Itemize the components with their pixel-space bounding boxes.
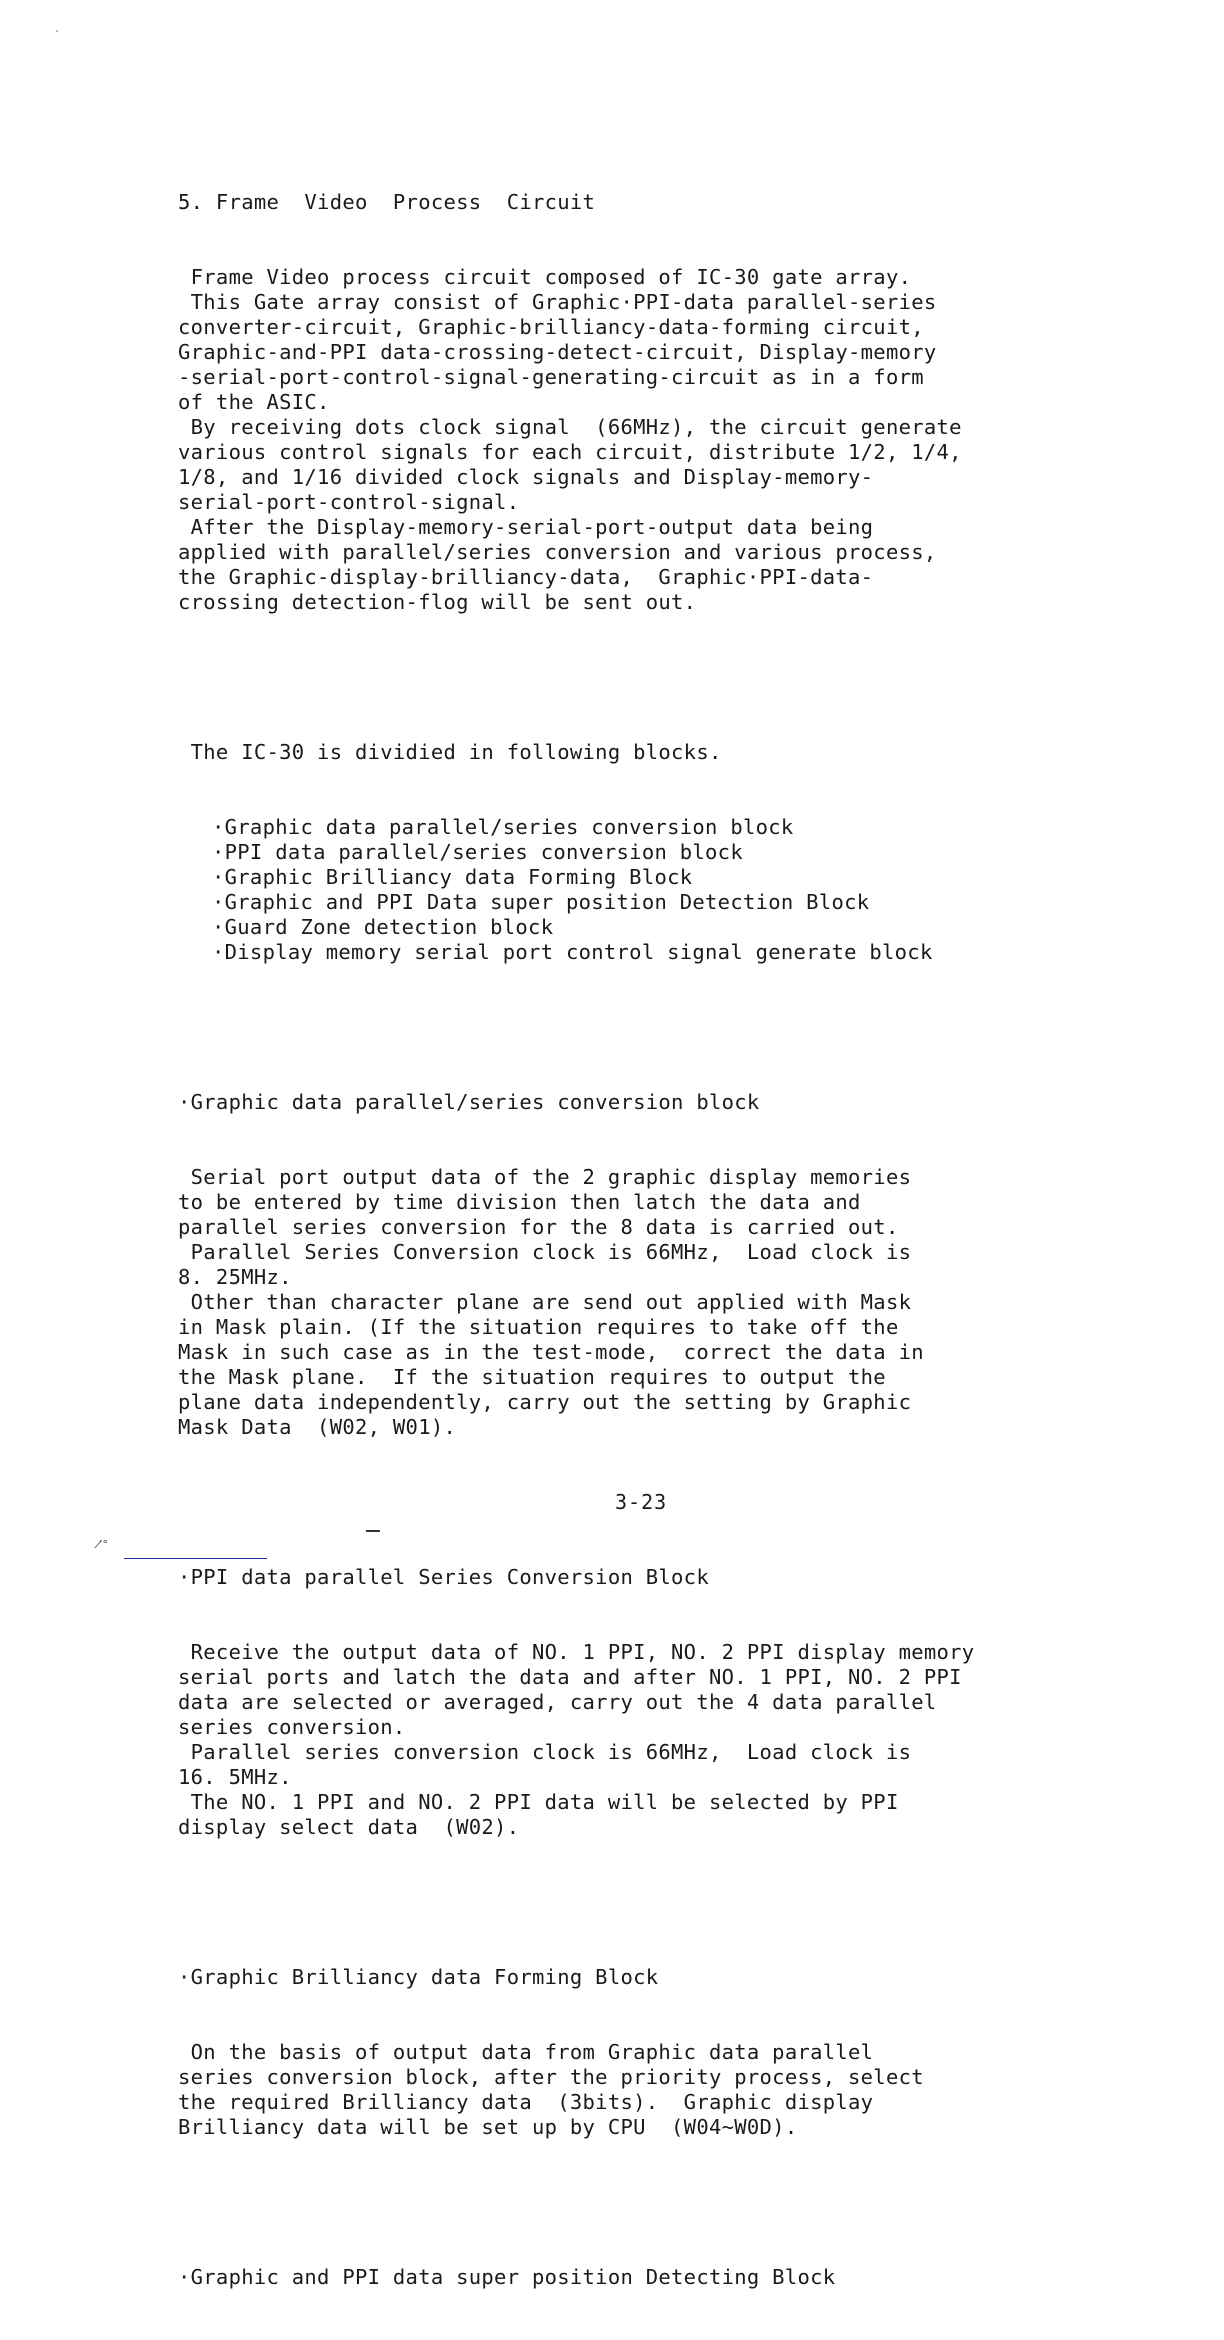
- text-line: 8. 25MHz.: [178, 1265, 292, 1289]
- text-line: in Mask plain. (If the situation requires to take off the: [178, 1315, 899, 1339]
- footer-rule: [124, 1558, 267, 1559]
- text-line: display select data (W02).: [178, 1815, 520, 1839]
- text-line: applied with parallel/series conversion and various process,: [178, 540, 937, 564]
- text-line: crossing detection-flog will be sent out.: [178, 590, 697, 614]
- text-line: This Gate array consist of Graphic·PPI-data parallel-series: [178, 290, 937, 314]
- text-line: serial-port-control-signal.: [178, 490, 520, 514]
- scan-speck: [56, 30, 58, 32]
- text-line: After the Display-memory-serial-port-output data being: [178, 515, 874, 539]
- block-list-item: ·Graphic and PPI Data super position Detection Block: [212, 890, 870, 914]
- text-line: Mask Data (W02, W01).: [178, 1415, 457, 1439]
- text-line: The NO. 1 PPI and NO. 2 PPI data will be selected by PPI: [178, 1790, 899, 1814]
- block-list-item: ·Guard Zone detection block: [212, 915, 554, 939]
- text-line: data are selected or averaged, carry out the 4 data parallel: [178, 1690, 937, 1714]
- text-line: Mask in such case as in the test-mode, correct the data in: [178, 1340, 924, 1364]
- text-line: -serial-port-control-signal-generating-circuit as in a form: [178, 365, 924, 389]
- text-line: of the ASIC.: [178, 390, 330, 414]
- text-line: the Mask plane. If the situation requires to output the: [178, 1365, 886, 1389]
- corner-mark: ’̸°: [99, 1538, 108, 1551]
- graphic-ps-title: ·Graphic data parallel/series conversion block: [178, 1090, 760, 1114]
- dash-mark: [366, 1530, 380, 1532]
- text-line: series conversion block, after the priority process, select: [178, 2065, 924, 2089]
- brilliancy-title: ·Graphic Brilliancy data Forming Block: [178, 1965, 659, 1989]
- block-list-item: ·Graphic Brilliancy data Forming Block: [212, 865, 693, 889]
- text-line: Parallel series conversion clock is 66MHz, Load clock is: [178, 1740, 912, 1764]
- block-list-item: ·Display memory serial port control signal generate block: [212, 940, 933, 964]
- block-list: [178, 815, 1078, 965]
- intro-paragraph: [178, 265, 1078, 615]
- text-line: 16. 5MHz.: [178, 1765, 292, 1789]
- text-line: Receive the output data of NO. 1 PPI, NO. 2 PPI display memory: [178, 1640, 975, 1664]
- blocks-intro: The IC-30 is dividied in following blocks.: [178, 740, 722, 764]
- text-line: various control signals for each circuit, distribute 1/2, 1/4,: [178, 440, 962, 464]
- graphic-ps-paragraph: [178, 1165, 1078, 1440]
- text-line: By receiving dots clock signal (66MHz), the circuit generate: [178, 415, 962, 439]
- ppi-ps-title: ·PPI data parallel Series Conversion Block: [178, 1565, 709, 1589]
- text-line: On the basis of output data from Graphic data parallel: [178, 2040, 874, 2064]
- document-body: [178, 140, 1078, 2340]
- text-line: 1/8, and 1/16 divided clock signals and Display-memory-: [178, 465, 874, 489]
- text-line: the required Brilliancy data (3bits). Graphic display: [178, 2090, 874, 2114]
- superposition-title: ·Graphic and PPI data super position Detecting Block: [178, 2265, 836, 2289]
- text-line: Other than character plane are send out applied with Mask: [178, 1290, 912, 1314]
- section-heading: 5. Frame Video Process Circuit: [178, 190, 596, 214]
- text-line: to be entered by time division then latch the data and: [178, 1190, 861, 1214]
- text-line: converter-circuit, Graphic-brilliancy-data-forming circuit,: [178, 315, 924, 339]
- text-line: the Graphic-display-brilliancy-data, Graphic·PPI-data-: [178, 565, 874, 589]
- text-line: serial ports and latch the data and after NO. 1 PPI, NO. 2 PPI: [178, 1665, 962, 1689]
- text-line: Graphic-and-PPI data-crossing-detect-circuit, Display-memory: [178, 340, 937, 364]
- text-line: plane data independently, carry out the setting by Graphic: [178, 1390, 912, 1414]
- text-line: Brilliancy data will be set up by CPU (W04~W0D).: [178, 2115, 798, 2139]
- block-list-item: ·Graphic data parallel/series conversion block: [212, 815, 794, 839]
- text-line: series conversion.: [178, 1715, 406, 1739]
- text-line: parallel series conversion for the 8 data is carried out.: [178, 1215, 899, 1239]
- brilliancy-paragraph: [178, 2040, 1078, 2140]
- ppi-ps-paragraph: [178, 1640, 1078, 1840]
- block-list-item: ·PPI data parallel/series conversion block: [212, 840, 743, 864]
- text-line: Serial port output data of the 2 graphic display memories: [178, 1165, 912, 1189]
- text-line: Parallel Series Conversion clock is 66MHz, Load clock is: [178, 1240, 912, 1264]
- page-number: 3-23: [615, 1490, 668, 1514]
- text-line: Frame Video process circuit composed of IC-30 gate array.: [178, 265, 912, 289]
